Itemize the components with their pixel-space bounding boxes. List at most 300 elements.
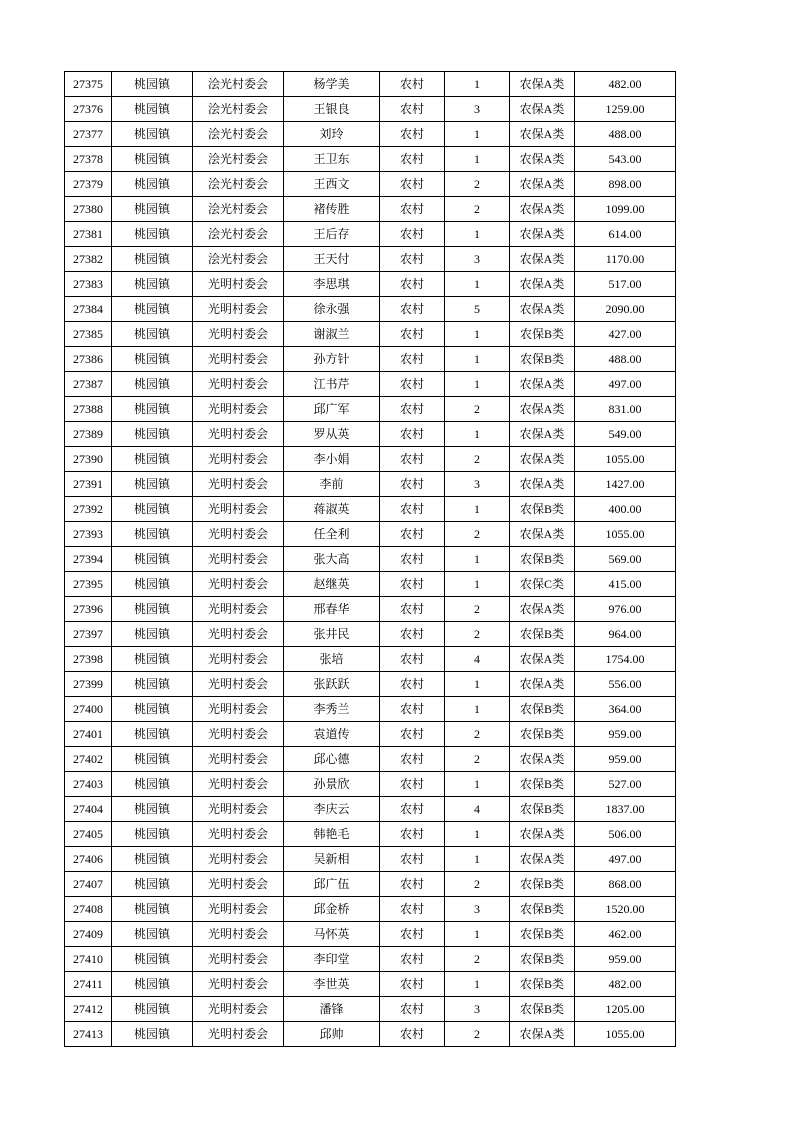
cell-count: 1 (445, 72, 510, 97)
cell-count: 4 (445, 797, 510, 822)
cell-category: 农保B类 (510, 547, 575, 572)
cell-town: 桃园镇 (112, 247, 193, 272)
cell-category: 农保A类 (510, 122, 575, 147)
cell-amount: 1055.00 (575, 1022, 676, 1047)
cell-category: 农保B类 (510, 722, 575, 747)
cell-village: 光明村委会 (193, 597, 284, 622)
cell-count: 1 (445, 422, 510, 447)
cell-village: 光明村委会 (193, 797, 284, 822)
cell-category: 农保B类 (510, 972, 575, 997)
cell-town: 桃园镇 (112, 947, 193, 972)
cell-name: 邱金桥 (284, 897, 380, 922)
table-row (65, 547, 676, 572)
cell-amount: 1055.00 (575, 522, 676, 547)
cell-town: 桃园镇 (112, 697, 193, 722)
cell-town: 桃园镇 (112, 122, 193, 147)
cell-id: 27399 (65, 672, 112, 697)
cell-category: 农保A类 (510, 72, 575, 97)
cell-town: 桃园镇 (112, 447, 193, 472)
cell-village: 光明村委会 (193, 397, 284, 422)
cell-name: 刘玲 (284, 122, 380, 147)
cell-category: 农保B类 (510, 697, 575, 722)
cell-count: 1 (445, 222, 510, 247)
table-row (65, 1022, 676, 1047)
cell-village: 光明村委会 (193, 747, 284, 772)
table-row (65, 497, 676, 522)
cell-count: 2 (445, 197, 510, 222)
cell-count: 3 (445, 97, 510, 122)
cell-name: 邢春华 (284, 597, 380, 622)
table-row (65, 772, 676, 797)
cell-count: 1 (445, 147, 510, 172)
cell-town: 桃园镇 (112, 772, 193, 797)
cell-count: 1 (445, 322, 510, 347)
cell-count: 2 (445, 397, 510, 422)
cell-residence: 农村 (380, 547, 445, 572)
cell-name: 马怀英 (284, 922, 380, 947)
cell-amount: 364.00 (575, 697, 676, 722)
cell-count: 2 (445, 747, 510, 772)
cell-village: 光明村委会 (193, 272, 284, 297)
cell-name: 李印堂 (284, 947, 380, 972)
cell-residence: 农村 (380, 197, 445, 222)
cell-name: 杨学美 (284, 72, 380, 97)
cell-name: 李庆云 (284, 797, 380, 822)
cell-town: 桃园镇 (112, 522, 193, 547)
cell-id: 27407 (65, 872, 112, 897)
cell-residence: 农村 (380, 247, 445, 272)
cell-town: 桃园镇 (112, 997, 193, 1022)
cell-residence: 农村 (380, 747, 445, 772)
cell-amount: 427.00 (575, 322, 676, 347)
table-row (65, 672, 676, 697)
cell-town: 桃园镇 (112, 372, 193, 397)
cell-residence: 农村 (380, 722, 445, 747)
cell-town: 桃园镇 (112, 972, 193, 997)
table-row (65, 297, 676, 322)
cell-town: 桃园镇 (112, 547, 193, 572)
table-row (65, 397, 676, 422)
cell-name: 罗从英 (284, 422, 380, 447)
cell-name: 李小娟 (284, 447, 380, 472)
table-row (65, 622, 676, 647)
cell-count: 2 (445, 172, 510, 197)
cell-category: 农保B类 (510, 797, 575, 822)
cell-residence: 农村 (380, 997, 445, 1022)
cell-amount: 1520.00 (575, 897, 676, 922)
cell-category: 农保A类 (510, 247, 575, 272)
cell-id: 27388 (65, 397, 112, 422)
table-row (65, 997, 676, 1022)
cell-residence: 农村 (380, 172, 445, 197)
cell-count: 1 (445, 822, 510, 847)
cell-residence: 农村 (380, 947, 445, 972)
cell-residence: 农村 (380, 797, 445, 822)
cell-category: 农保A类 (510, 147, 575, 172)
cell-village: 浍光村委会 (193, 147, 284, 172)
cell-category: 农保B类 (510, 347, 575, 372)
cell-town: 桃园镇 (112, 222, 193, 247)
cell-residence: 农村 (380, 122, 445, 147)
cell-amount: 976.00 (575, 597, 676, 622)
cell-count: 2 (445, 1022, 510, 1047)
cell-amount: 1205.00 (575, 997, 676, 1022)
cell-id: 27386 (65, 347, 112, 372)
cell-village: 光明村委会 (193, 997, 284, 1022)
table-row (65, 447, 676, 472)
cell-category: 农保B类 (510, 997, 575, 1022)
table-body (65, 72, 676, 1047)
cell-id: 27396 (65, 597, 112, 622)
cell-id: 27377 (65, 122, 112, 147)
cell-village: 光明村委会 (193, 922, 284, 947)
cell-name: 王西文 (284, 172, 380, 197)
cell-name: 谢淑兰 (284, 322, 380, 347)
cell-amount: 400.00 (575, 497, 676, 522)
cell-count: 1 (445, 122, 510, 147)
cell-residence: 农村 (380, 222, 445, 247)
cell-count: 5 (445, 297, 510, 322)
cell-residence: 农村 (380, 72, 445, 97)
cell-village: 光明村委会 (193, 447, 284, 472)
table-row (65, 722, 676, 747)
cell-id: 27413 (65, 1022, 112, 1047)
table-row (65, 597, 676, 622)
cell-category: 农保B类 (510, 622, 575, 647)
cell-town: 桃园镇 (112, 572, 193, 597)
cell-category: 农保A类 (510, 597, 575, 622)
cell-residence: 农村 (380, 322, 445, 347)
cell-town: 桃园镇 (112, 647, 193, 672)
cell-amount: 831.00 (575, 397, 676, 422)
cell-amount: 497.00 (575, 372, 676, 397)
cell-village: 光明村委会 (193, 847, 284, 872)
cell-category: 农保A类 (510, 672, 575, 697)
cell-town: 桃园镇 (112, 497, 193, 522)
cell-town: 桃园镇 (112, 272, 193, 297)
cell-count: 1 (445, 847, 510, 872)
cell-id: 27394 (65, 547, 112, 572)
cell-town: 桃园镇 (112, 422, 193, 447)
cell-count: 2 (445, 597, 510, 622)
cell-category: 农保A类 (510, 372, 575, 397)
cell-count: 1 (445, 272, 510, 297)
table-row (65, 697, 676, 722)
cell-name: 李秀兰 (284, 697, 380, 722)
cell-residence: 农村 (380, 272, 445, 297)
cell-amount: 1055.00 (575, 447, 676, 472)
cell-residence: 农村 (380, 872, 445, 897)
cell-category: 农保A类 (510, 172, 575, 197)
cell-id: 27404 (65, 797, 112, 822)
cell-residence: 农村 (380, 772, 445, 797)
cell-name: 任全利 (284, 522, 380, 547)
cell-town: 桃园镇 (112, 322, 193, 347)
table-row (65, 572, 676, 597)
cell-amount: 1837.00 (575, 797, 676, 822)
cell-count: 1 (445, 347, 510, 372)
cell-residence: 农村 (380, 822, 445, 847)
table-row (65, 972, 676, 997)
table-row (65, 472, 676, 497)
cell-category: 农保A类 (510, 822, 575, 847)
cell-town: 桃园镇 (112, 297, 193, 322)
cell-residence: 农村 (380, 572, 445, 597)
cell-count: 1 (445, 672, 510, 697)
cell-id: 27412 (65, 997, 112, 1022)
cell-amount: 462.00 (575, 922, 676, 947)
cell-category: 农保B类 (510, 322, 575, 347)
cell-id: 27376 (65, 97, 112, 122)
cell-town: 桃园镇 (112, 1022, 193, 1047)
cell-amount: 488.00 (575, 347, 676, 372)
cell-amount: 1259.00 (575, 97, 676, 122)
cell-town: 桃园镇 (112, 97, 193, 122)
table-row (65, 922, 676, 947)
cell-name: 孙景欣 (284, 772, 380, 797)
cell-count: 1 (445, 497, 510, 522)
cell-amount: 415.00 (575, 572, 676, 597)
cell-id: 27385 (65, 322, 112, 347)
cell-name: 徐永强 (284, 297, 380, 322)
cell-town: 桃园镇 (112, 872, 193, 897)
cell-category: 农保B类 (510, 947, 575, 972)
cell-name: 蒋淑英 (284, 497, 380, 522)
cell-name: 王银良 (284, 97, 380, 122)
cell-village: 光明村委会 (193, 472, 284, 497)
cell-name: 张大高 (284, 547, 380, 572)
cell-town: 桃园镇 (112, 822, 193, 847)
cell-count: 2 (445, 947, 510, 972)
cell-count: 2 (445, 622, 510, 647)
cell-id: 27401 (65, 722, 112, 747)
cell-name: 江书芹 (284, 372, 380, 397)
cell-residence: 农村 (380, 147, 445, 172)
cell-village: 光明村委会 (193, 297, 284, 322)
cell-town: 桃园镇 (112, 847, 193, 872)
cell-town: 桃园镇 (112, 722, 193, 747)
cell-id: 27397 (65, 622, 112, 647)
cell-village: 光明村委会 (193, 822, 284, 847)
cell-count: 3 (445, 897, 510, 922)
cell-count: 3 (445, 472, 510, 497)
cell-village: 浍光村委会 (193, 172, 284, 197)
cell-amount: 1754.00 (575, 647, 676, 672)
cell-count: 2 (445, 447, 510, 472)
cell-village: 光明村委会 (193, 972, 284, 997)
cell-category: 农保A类 (510, 272, 575, 297)
cell-amount: 959.00 (575, 947, 676, 972)
cell-category: 农保B类 (510, 497, 575, 522)
cell-id: 27384 (65, 297, 112, 322)
cell-village: 光明村委会 (193, 697, 284, 722)
cell-category: 农保A类 (510, 222, 575, 247)
cell-village: 光明村委会 (193, 372, 284, 397)
cell-category: 农保B类 (510, 922, 575, 947)
cell-count: 2 (445, 522, 510, 547)
cell-residence: 农村 (380, 597, 445, 622)
table-row (65, 172, 676, 197)
cell-name: 张跃跃 (284, 672, 380, 697)
cell-amount: 1170.00 (575, 247, 676, 272)
cell-id: 27392 (65, 497, 112, 522)
table-row (65, 322, 676, 347)
cell-amount: 543.00 (575, 147, 676, 172)
table-row (65, 822, 676, 847)
cell-village: 光明村委会 (193, 347, 284, 372)
cell-name: 邱广伍 (284, 872, 380, 897)
cell-count: 1 (445, 372, 510, 397)
cell-name: 邱心德 (284, 747, 380, 772)
cell-category: 农保B类 (510, 872, 575, 897)
cell-village: 浍光村委会 (193, 122, 284, 147)
cell-category: 农保A类 (510, 847, 575, 872)
cell-count: 3 (445, 247, 510, 272)
cell-amount: 1427.00 (575, 472, 676, 497)
table-row (65, 372, 676, 397)
cell-town: 桃园镇 (112, 397, 193, 422)
cell-residence: 农村 (380, 672, 445, 697)
cell-amount: 868.00 (575, 872, 676, 897)
cell-residence: 农村 (380, 922, 445, 947)
cell-town: 桃园镇 (112, 672, 193, 697)
cell-town: 桃园镇 (112, 197, 193, 222)
table-row (65, 347, 676, 372)
cell-amount: 556.00 (575, 672, 676, 697)
cell-village: 光明村委会 (193, 897, 284, 922)
cell-village: 光明村委会 (193, 647, 284, 672)
cell-village: 光明村委会 (193, 772, 284, 797)
cell-amount: 569.00 (575, 547, 676, 572)
cell-id: 27410 (65, 947, 112, 972)
table-row (65, 847, 676, 872)
cell-town: 桃园镇 (112, 797, 193, 822)
cell-id: 27378 (65, 147, 112, 172)
cell-village: 光明村委会 (193, 322, 284, 347)
cell-name: 赵继英 (284, 572, 380, 597)
cell-id: 27382 (65, 247, 112, 272)
cell-town: 桃园镇 (112, 147, 193, 172)
cell-town: 桃园镇 (112, 472, 193, 497)
cell-residence: 农村 (380, 472, 445, 497)
cell-id: 27400 (65, 697, 112, 722)
cell-category: 农保A类 (510, 97, 575, 122)
cell-residence: 农村 (380, 497, 445, 522)
cell-town: 桃园镇 (112, 72, 193, 97)
table-row (65, 247, 676, 272)
cell-id: 27381 (65, 222, 112, 247)
cell-id: 27375 (65, 72, 112, 97)
cell-count: 1 (445, 697, 510, 722)
cell-village: 光明村委会 (193, 622, 284, 647)
cell-village: 光明村委会 (193, 947, 284, 972)
cell-name: 张培 (284, 647, 380, 672)
cell-village: 光明村委会 (193, 547, 284, 572)
cell-amount: 497.00 (575, 847, 676, 872)
cell-residence: 农村 (380, 522, 445, 547)
cell-village: 光明村委会 (193, 572, 284, 597)
cell-name: 王天付 (284, 247, 380, 272)
cell-count: 4 (445, 647, 510, 672)
cell-village: 光明村委会 (193, 872, 284, 897)
cell-count: 1 (445, 772, 510, 797)
cell-name: 韩艳毛 (284, 822, 380, 847)
table-row (65, 422, 676, 447)
cell-town: 桃园镇 (112, 347, 193, 372)
cell-count: 1 (445, 547, 510, 572)
cell-category: 农保C类 (510, 572, 575, 597)
cell-residence: 农村 (380, 847, 445, 872)
table-row (65, 947, 676, 972)
table-row (65, 147, 676, 172)
table-row (65, 222, 676, 247)
table-row (65, 797, 676, 822)
cell-residence: 农村 (380, 897, 445, 922)
cell-count: 2 (445, 872, 510, 897)
cell-town: 桃园镇 (112, 622, 193, 647)
cell-name: 孙方针 (284, 347, 380, 372)
cell-category: 农保A类 (510, 397, 575, 422)
table-row (65, 122, 676, 147)
cell-id: 27380 (65, 197, 112, 222)
cell-count: 1 (445, 922, 510, 947)
cell-category: 农保B类 (510, 772, 575, 797)
cell-residence: 农村 (380, 972, 445, 997)
cell-town: 桃园镇 (112, 897, 193, 922)
cell-name: 王卫东 (284, 147, 380, 172)
cell-id: 27390 (65, 447, 112, 472)
cell-village: 光明村委会 (193, 722, 284, 747)
cell-name: 潘锋 (284, 997, 380, 1022)
cell-category: 农保A类 (510, 747, 575, 772)
cell-town: 桃园镇 (112, 597, 193, 622)
cell-amount: 488.00 (575, 122, 676, 147)
cell-town: 桃园镇 (112, 172, 193, 197)
cell-amount: 2090.00 (575, 297, 676, 322)
cell-category: 农保A类 (510, 472, 575, 497)
cell-town: 桃园镇 (112, 747, 193, 772)
cell-amount: 482.00 (575, 972, 676, 997)
cell-residence: 农村 (380, 697, 445, 722)
table-row (65, 72, 676, 97)
cell-amount: 482.00 (575, 72, 676, 97)
cell-id: 27411 (65, 972, 112, 997)
cell-id: 27395 (65, 572, 112, 597)
cell-residence: 农村 (380, 397, 445, 422)
cell-amount: 614.00 (575, 222, 676, 247)
table-row (65, 97, 676, 122)
cell-village: 浍光村委会 (193, 72, 284, 97)
cell-id: 27408 (65, 897, 112, 922)
cell-name: 李前 (284, 472, 380, 497)
table-row (65, 197, 676, 222)
cell-village: 浍光村委会 (193, 97, 284, 122)
cell-village: 光明村委会 (193, 1022, 284, 1047)
cell-village: 浍光村委会 (193, 197, 284, 222)
table-row (65, 647, 676, 672)
cell-residence: 农村 (380, 422, 445, 447)
cell-name: 李世英 (284, 972, 380, 997)
table-row (65, 872, 676, 897)
cell-residence: 农村 (380, 622, 445, 647)
cell-category: 农保B类 (510, 897, 575, 922)
cell-amount: 517.00 (575, 272, 676, 297)
cell-amount: 549.00 (575, 422, 676, 447)
cell-id: 27402 (65, 747, 112, 772)
table-row (65, 522, 676, 547)
cell-name: 褚传胜 (284, 197, 380, 222)
cell-residence: 农村 (380, 297, 445, 322)
